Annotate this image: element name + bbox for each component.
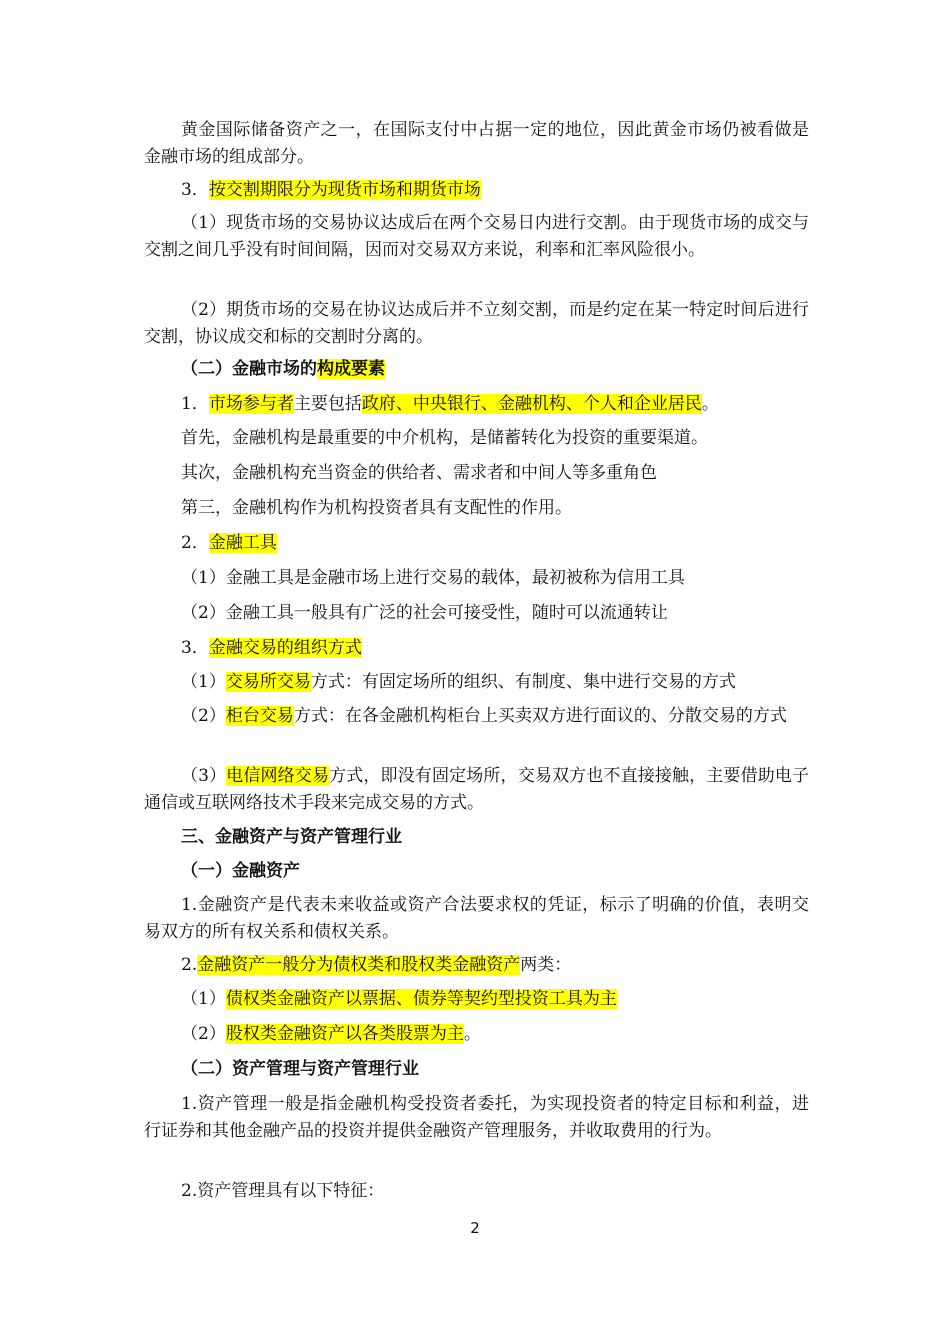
text-run: 。 <box>463 1024 481 1044</box>
paragraph-p6 <box>144 391 809 418</box>
paragraph-p22 <box>144 1021 809 1048</box>
highlighted-text: 金融工具 <box>208 533 277 553</box>
text-run: 三、金融资产与资产管理行业 <box>181 827 402 847</box>
text-run: 2.资产管理具有以下特征： <box>181 1181 385 1201</box>
highlighted-text: 柜台交易 <box>225 706 294 726</box>
highlighted-text: 市场参与者 <box>208 394 294 414</box>
text-run: （2）金融工具一般具有广泛的社会可接受性，随时可以流通转让 <box>181 603 668 623</box>
text-run: 方式：在各金融机构柜台上买卖双方进行面议的、分散交易的方式 <box>293 706 787 726</box>
text-run: （1）金融工具是金融市场上进行交易的载体，最初被称为信用工具 <box>181 568 685 588</box>
text-run: （二）金融市场的 <box>181 359 317 379</box>
text-run: （2） <box>181 706 226 726</box>
text-run: （2）期货市场的交易在协议达成后并不立刻交割，而是约定在某一特定时间后进行交割，协议成交和标的交割时分离的。 <box>144 300 809 347</box>
text-run: 其次，金融机构充当资金的供给者、需求者和中间人等多重角色 <box>181 463 657 483</box>
text-run: （1） <box>181 989 226 1009</box>
text-run: 首先，金融机构是最重要的中介机构，是储蓄转化为投资的重要渠道。 <box>181 428 708 448</box>
paragraph-p15 <box>144 703 809 730</box>
paragraph-p13 <box>144 635 809 662</box>
text-run: 1． <box>181 394 209 414</box>
paragraph-p12 <box>144 600 809 627</box>
paragraph-p16 <box>144 763 809 817</box>
text-run: 2． <box>181 533 209 553</box>
paragraph-p21 <box>144 986 809 1013</box>
text-run: 方式，即没有固定场所，交易双方也不直接接触，主要借助电子通信或互联网络技术手段来完成交易的方式。 <box>144 766 810 813</box>
text-run: 黄金国际储备资产之一，在国际支付中占据一定的地位，因此黄金市场仍被看做是金融市场的组成部分。 <box>144 120 809 167</box>
paragraph-p20 <box>144 952 809 979</box>
paragraph-p1 <box>144 117 809 171</box>
text-run: 2. <box>181 955 198 975</box>
text-run: （一）金融资产 <box>181 861 300 881</box>
paragraph-p14 <box>144 669 809 696</box>
paragraph-p3 <box>144 210 809 264</box>
highlighted-text: 交易所交易 <box>225 672 311 692</box>
text-run: （二）资产管理与资产管理行业 <box>181 1059 419 1079</box>
text-run: （3） <box>181 766 227 786</box>
paragraph-p8 <box>144 460 809 487</box>
highlighted-text: 按交割期限分为现货市场和期货市场 <box>208 180 481 200</box>
paragraph-p2 <box>144 177 809 204</box>
text-run: 方式：有固定场所的组织、有制度、集中进行交易的方式 <box>310 672 736 692</box>
text-run: 1.资产管理一般是指金融机构受投资者委托，为实现投资者的特定目标和利益，进行证券和其他金融产品的投资并提供金融资产管理服务，并收取费用的行为。 <box>144 1094 809 1141</box>
text-run: 主要包括 <box>293 394 362 414</box>
paragraph-p17 <box>144 824 809 851</box>
paragraph-p4 <box>144 297 809 351</box>
text-run: 第三，金融机构作为机构投资者具有支配性的作用。 <box>181 498 572 518</box>
paragraph-p25 <box>144 1178 809 1205</box>
paragraph-p19 <box>144 892 809 946</box>
text-run: 3． <box>181 638 209 658</box>
text-run: 。 <box>701 394 719 414</box>
paragraph-p18 <box>144 858 809 885</box>
page-number: 2 <box>470 1219 480 1237</box>
text-run: 1.金融资产是代表未来收益或资产合法要求权的凭证，标示了明确的价值，表明交易双方的所有权关系和债权关系。 <box>144 895 809 942</box>
paragraph-p9 <box>144 495 809 522</box>
paragraph-p7 <box>144 425 809 452</box>
highlighted-text: 金融交易的组织方式 <box>208 638 362 658</box>
highlighted-text: 构成要素 <box>317 359 385 379</box>
paragraph-p5 <box>144 356 809 383</box>
text-run: （1） <box>181 672 226 692</box>
highlighted-text: 电信网络交易 <box>226 766 330 786</box>
highlighted-text: 股权类金融资产以各类股票为主 <box>225 1024 464 1044</box>
highlighted-text: 政府、中央银行、金融机构、个人和企业居民 <box>361 394 702 414</box>
highlighted-text: 金融资产一般分为债权类和股权类金融资产 <box>197 955 521 975</box>
paragraph-p23 <box>144 1056 809 1083</box>
text-run: 两类： <box>520 955 572 975</box>
paragraph-p24 <box>144 1091 809 1145</box>
paragraph-p11 <box>144 565 809 592</box>
text-run: （1）现货市场的交易协议达成后在两个交易日内进行交割。由于现货市场的成交与交割之间几乎没有时间间隔，因而对交易双方来说，利率和汇率风险很小。 <box>144 213 809 260</box>
paragraph-p10 <box>144 530 809 557</box>
text-run: （2） <box>181 1024 226 1044</box>
text-run: 3． <box>181 180 209 200</box>
highlighted-text: 债权类金融资产以票据、债券等契约型投资工具为主 <box>225 989 617 1009</box>
